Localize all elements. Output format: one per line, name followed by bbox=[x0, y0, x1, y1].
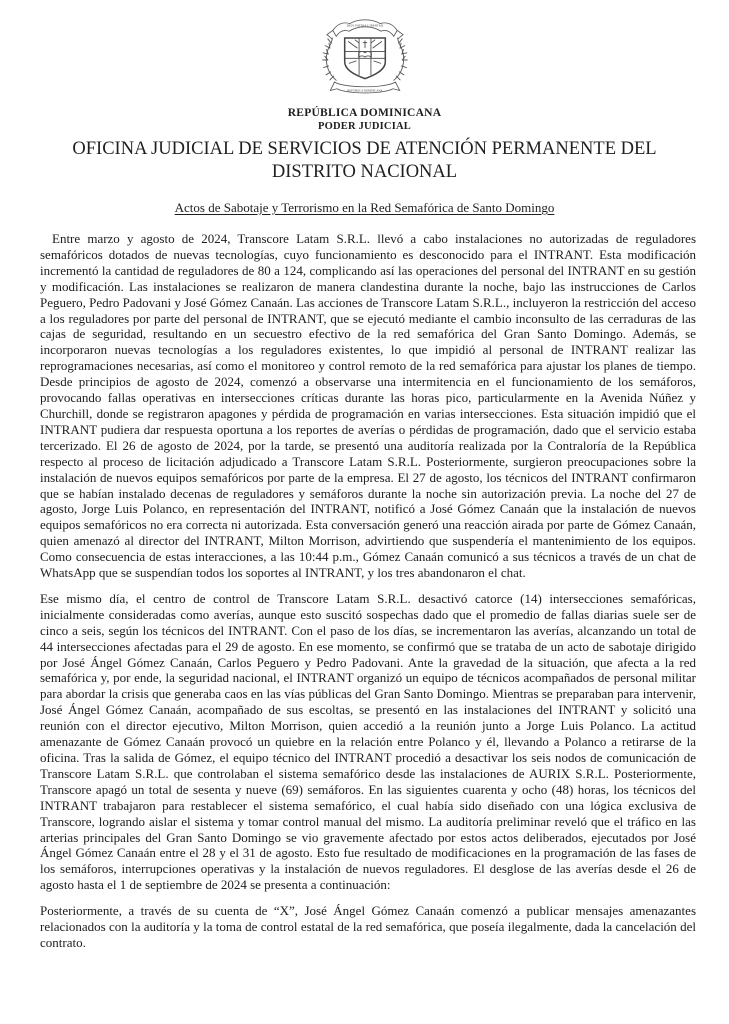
coat-of-arms-icon bbox=[314, 16, 416, 104]
judicial-branch-line: PODER JUDICIAL bbox=[318, 121, 411, 132]
document-subject-title: Actos de Sabotaje y Terrorismo en la Red Semafórica de Santo Domingo bbox=[174, 200, 555, 215]
emblem-ribbon-text: REPÚBLICA DOMINICANA bbox=[346, 88, 383, 93]
document-header bbox=[0, 0, 729, 217]
document-body bbox=[0, 217, 729, 951]
republic-line: REPÚBLICA DOMINICANA bbox=[287, 107, 442, 119]
body-paragraph-2: Ese mismo día, el centro de control de Transcore Latam S.R.L. desactivó catorce (14) intersecciones semafóricas, inicialmente consideradas como averías, aunque esto suscitó sospechas dado que el promedio de fallas diarias suele ser de cinco a seis, según los técnicos del INTRANT. Con el paso de los días, se incrementaron las averías, alcanzando un total de 44 intersecciones afectadas para el 29 de agosto. En ese momento, se confirmó que se trataba de un acto de sabotaje dirigido por José Ángel Gómez Canaán, Carlos Peguero y Pedro Padovani. Ante la gravedad de la situación, que afecta a la red semafórica y, por ende, la seguridad nacional, el INTRANT organizó un equipo de técnicos acompañados de personal militar para abordar la crisis que generaba caos en las vías públicas del Gran Santo Domingo. Mientras se preparaban para intervenir, José Ángel Gómez Canaán, acompañado de sus escoltas, se presentó en las instalaciones del INTRANT y solicitó una reunión con el director ejecutivo, Milton Morrison, quien accedió a la reunión junto a Jorge Luis Polanco. La actitud amenazante de Gómez Canaán provocó un quiebre en la relación entre Polanco y él, llevando a Polanco a retirarse de la oficina. Tras la salida de Gómez, el equipo técnico del INTRANT procedió a desactivar los seis nodos de comunicación de Transcore Latam S.R.L. que controlaban el sistema semafórico desde las instalaciones de AURIX S.R.L. Posteriormente, Transcore apagó un total de sesenta y nueve (69) semáforos. En las siguientes cuarenta y ocho (48) horas, los técnicos del INTRANT trabajaron para restablecer el sistema semafórico, el cual había sido diseñado con una lógica exclusiva de Transcore, logrando aislar el sistema y tomar control manual del mismo. La auditoría preliminar reveló que el tráfico en las arterias principales del Gran Santo Domingo se vio gravemente afectado por estos actos deliberados, ejecutados por José Ángel Gómez Canaán entre el 28 y el 31 de agosto. Esto fue resultado de modificaciones en la programación de las fases de los semáforos, interrupciones operativas y la instalación de nuevos reguladores. El desglose de las averías desde el 26 de agosto hasta el 1 de septiembre de 2024 se presenta a continuación: bbox=[40, 590, 696, 893]
body-paragraph-1: Entre marzo y agosto de 2024, Transcore Latam S.R.L. llevó a cabo instalaciones no autorizadas de reguladores semafóricos dotados de nuevas tecnologías, cuyo funcionamiento es desconocido para el INTRANT. Esta modificación incrementó la cantidad de reguladores de 80 a 124, complicando así las operaciones del personal del INTRANT en su gestión y modificación. Las instalaciones se realizaron de manera clandestina durante la noche, bajo las instrucciones de Carlos Peguero, Pedro Padovani y José Gómez Canaán. Las acciones de Transcore Latam S.R.L., incluyeron la restricción del acceso a los reguladores por parte del personal de INTRANT, que se ejecutó mediante el cambio inconsulto de las cerraduras de las cajas de seguridad, resultando en un secuestro efectivo de la red semafórica del Gran Santo Domingo. Además, se incorporaron nuevas tecnologías a los reguladores existentes, lo que impidió al personal de INTRANT realizar las reprogramaciones necesarias, así como el monitoreo y control remoto de la red semafórica para ajustar los planes de tiempo. Desde principios de agosto de 2024, comenzó a observarse una intermitencia en el funcionamiento de los semáforos, provocando fallas operativas en intersecciones críticas durante las horas pico, particularmente en la Avenida Núñez y Churchill, donde se registraron apagones y pérdida de programación en varias intersecciones. Esta situación impidió que el INTRANT pudiera dar respuesta oportuna a los reportes de averías o pérdidas de programación, dado que el servicio estaba tercerizado. El 26 de agosto de 2024, por la tarde, se presentó una auditoría realizada por la Contraloría de la República respecto al proceso de licitación adjudicado a Transcore Latam S.R.L. Posteriormente, surgieron preocupaciones sobre la instalación de nuevos equipos semafóricos por parte de la empresa. El 27 de agosto, los técnicos del INTRANT confirmaron que se habían instalado decenas de reguladores y semáforos durante la noche sin autorización previa. La noche del 27 de agosto, Jorge Luis Polanco, en representación del INTRANT, notificó a José Gómez Canaán que la instalación de nuevos equipos semafóricos no era correcta ni autorizada. Esta conversación generó una reacción airada por parte de Gómez Canaán, quien amenazó al director del INTRANT, Milton Morrison, advirtiendo que suspendería el mantenimiento de los equipos. Como consecuencia de estas interacciones, a las 10:44 p.m., Gómez Canaán comunicó a sus técnicos a través de un chat de WhatsApp que se suspendían todos los soportes al INTRANT, y los tres abandonaron el chat. bbox=[40, 231, 696, 581]
emblem-motto-text: DIOS PATRIA LIBERTAD bbox=[346, 23, 383, 28]
body-paragraph-3: Posteriormente, a través de su cuenta de “X”, José Ángel Gómez Canaán comenzó a publicar mensajes amenazantes relacionados con la auditoría y la toma de control estatal de la red semafórica, que poseía ilegalmente, dada la cancelación del contrato. bbox=[40, 903, 696, 950]
office-title: OFICINA JUDICIAL DE SERVICIOS DE ATENCIÓN PERMANENTE DEL DISTRITO NACIONAL bbox=[72, 139, 657, 182]
